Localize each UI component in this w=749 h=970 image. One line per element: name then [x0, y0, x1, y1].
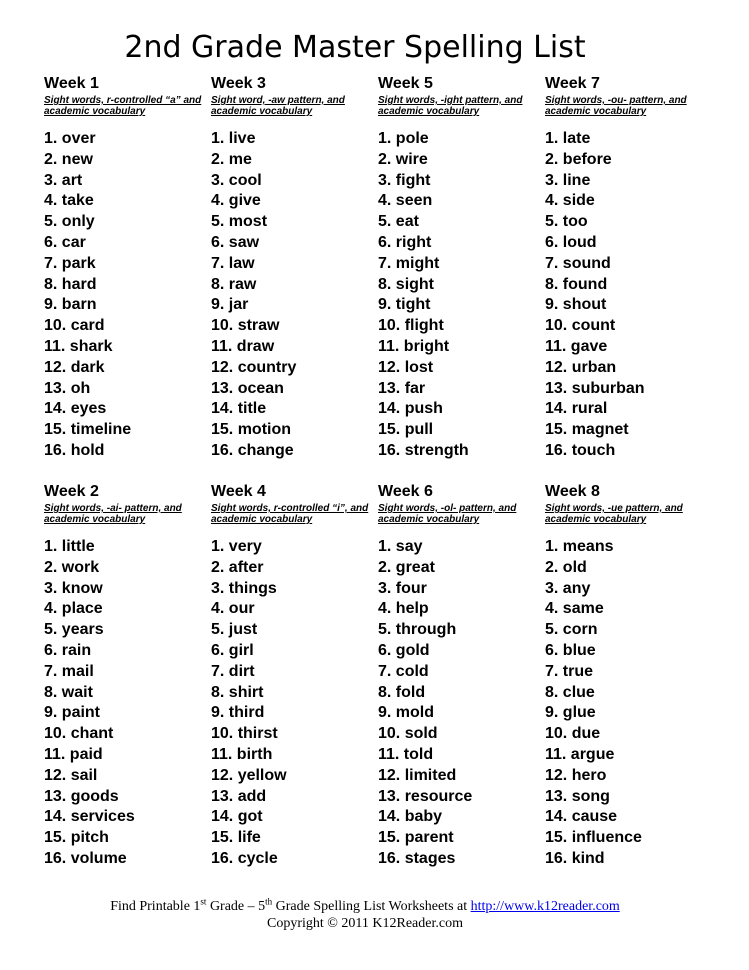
week-block: [545, 74, 705, 462]
word-item: 9. paint: [44, 704, 101, 722]
word-item: 6. loud: [545, 233, 597, 251]
word-item: 15. motion: [211, 421, 292, 439]
week-subtitle: Sight words, -ight pattern, and academic vocabulary: [378, 95, 523, 117]
word-item: 8. shirt: [211, 683, 264, 701]
word-item: 5. most: [211, 213, 268, 231]
word-item: 16. cycle: [211, 849, 278, 867]
word-item: 8. hard: [44, 275, 97, 293]
word-item: 14. baby: [378, 808, 443, 826]
word-list: [378, 537, 538, 870]
word-item: 10. due: [545, 725, 601, 743]
word-item: 4. help: [378, 600, 429, 618]
word-item: 4. side: [545, 192, 595, 210]
word-item: 14. rural: [545, 400, 608, 418]
word-item: 10. card: [44, 317, 105, 335]
footer-sup-st: st: [200, 896, 207, 907]
week-subtitle: Sight words, r-controlled “a” and academic vocabulary: [44, 95, 202, 117]
word-item: 12. limited: [378, 766, 457, 784]
footer-line-1: [0, 898, 730, 915]
word-item: 4. take: [44, 192, 94, 210]
word-item: 4. our: [211, 600, 255, 618]
word-item: 3. know: [44, 579, 103, 597]
week-title: Week 3: [211, 75, 266, 92]
word-item: 10. thirst: [211, 725, 278, 743]
word-item: 9. tight: [378, 296, 431, 314]
word-item: 1. very: [211, 538, 262, 555]
footer-copyright: Copyright © 2011 K12Reader.com: [267, 916, 463, 931]
word-item: 9. glue: [545, 704, 596, 722]
week-block: [378, 74, 538, 462]
word-item: 13. suburban: [545, 379, 645, 397]
week-block: [44, 74, 204, 462]
word-item: 7. sound: [545, 254, 611, 272]
word-item: 3. any: [545, 579, 591, 597]
footer-mid-2: Grade Spelling List Worksheets at: [272, 899, 471, 914]
word-item: 16. touch: [545, 441, 616, 459]
word-item: 1. pole: [378, 130, 429, 147]
word-item: 9. third: [211, 704, 265, 722]
word-item: 16. kind: [545, 849, 605, 867]
word-item: 13. far: [378, 379, 426, 397]
k12reader-link[interactable]: http://www.k12reader.com: [470, 899, 620, 914]
word-item: 10. flight: [378, 317, 444, 335]
word-list: [378, 129, 538, 462]
word-item: 9. shout: [545, 296, 607, 314]
week-title: Week 7: [545, 75, 600, 92]
word-item: 15. life: [211, 829, 261, 847]
word-item: 5. through: [378, 621, 457, 639]
word-item: 6. blue: [545, 641, 596, 659]
word-item: 8. sight: [378, 275, 435, 293]
word-item: 3. four: [378, 579, 427, 597]
word-item: 2. great: [378, 558, 435, 576]
word-item: 16. hold: [44, 441, 105, 459]
word-item: 1. over: [44, 130, 96, 147]
week-block: [44, 482, 204, 870]
week-title: Week 5: [378, 75, 433, 92]
word-item: 4. seen: [378, 192, 433, 210]
word-list: [211, 129, 371, 462]
word-item: 5. eat: [378, 213, 419, 231]
word-item: 12. lost: [378, 358, 434, 376]
word-list: [545, 537, 705, 870]
word-item: 14. services: [44, 808, 135, 826]
word-item: 1. means: [545, 538, 614, 555]
word-item: 4. same: [545, 600, 604, 618]
word-item: 9. barn: [44, 296, 97, 314]
word-list: [44, 537, 204, 870]
word-item: 6. saw: [211, 233, 260, 251]
word-item: 10. chant: [44, 725, 114, 743]
footer-find-prefix: Find Printable 1: [110, 899, 201, 914]
word-item: 4. place: [44, 600, 103, 618]
word-item: 15. timeline: [44, 421, 132, 439]
week-subtitle: Sight words, r-controlled “i”, and academic vocabulary: [211, 503, 369, 525]
week-title: Week 2: [44, 483, 99, 500]
word-item: 11. shark: [44, 337, 113, 355]
word-item: 1. late: [545, 130, 591, 147]
word-item: 12. hero: [545, 766, 607, 784]
word-item: 6. car: [44, 233, 86, 251]
week-block: [378, 482, 538, 870]
word-item: 11. draw: [211, 337, 275, 355]
word-item: 5. too: [545, 213, 588, 231]
word-item: 11. argue: [545, 745, 615, 763]
word-item: 14. got: [211, 808, 263, 826]
week-subtitle: Sight words, -ou- pattern, and academic vocabulary: [545, 95, 687, 117]
week-block: [211, 74, 371, 462]
word-item: 15. pull: [378, 421, 434, 439]
word-item: 6. rain: [44, 641, 92, 659]
word-item: 15. pitch: [44, 829, 109, 847]
word-item: 12. sail: [44, 766, 98, 784]
word-item: 7. dirt: [211, 662, 255, 680]
word-item: 1. little: [44, 538, 95, 555]
week-subtitle: Sight words, -ol- pattern, and academic vocabulary: [378, 503, 517, 525]
footer-sup-th: th: [265, 896, 273, 907]
word-item: 11. gave: [545, 337, 608, 355]
word-item: 11. told: [378, 745, 434, 763]
word-item: 11. paid: [44, 745, 103, 763]
word-item: 16. strength: [378, 441, 469, 459]
word-item: 7. cold: [378, 662, 429, 680]
week-block: [545, 482, 705, 870]
word-item: 16. change: [211, 441, 294, 459]
word-list: [545, 129, 705, 462]
word-item: 8. clue: [545, 683, 595, 701]
word-item: 13. oh: [44, 379, 91, 397]
word-item: 14. cause: [545, 808, 618, 826]
word-item: 10. sold: [378, 725, 438, 743]
week-subtitle: Sight words, -ue pattern, and academic vocabulary: [545, 503, 683, 525]
footer-mid-1: Grade – 5: [206, 899, 266, 914]
word-item: 10. straw: [211, 317, 280, 335]
week-title: Week 8: [545, 483, 600, 500]
word-item: 7. park: [44, 254, 96, 272]
word-item: 8. raw: [211, 275, 257, 293]
word-item: 6. right: [378, 233, 432, 251]
word-item: 5. years: [44, 621, 104, 639]
word-item: 8. wait: [44, 683, 93, 701]
word-item: 13. ocean: [211, 379, 284, 397]
word-item: 1. live: [211, 130, 256, 147]
word-item: 2. wire: [378, 150, 428, 168]
page-title: 2nd Grade Master Spelling List: [124, 30, 586, 65]
word-item: 12. yellow: [211, 766, 287, 784]
word-item: 10. count: [545, 317, 616, 335]
word-item: 2. me: [211, 150, 252, 168]
word-item: 8. fold: [378, 683, 426, 701]
word-item: 15. parent: [378, 829, 454, 847]
word-item: 13. goods: [44, 787, 119, 805]
word-item: 7. might: [378, 254, 440, 272]
word-item: 4. give: [211, 192, 261, 210]
word-item: 6. gold: [378, 641, 430, 659]
week-subtitle: Sight words, -ai- pattern, and academic vocabulary: [44, 503, 182, 525]
word-item: 12. dark: [44, 358, 105, 376]
word-item: 9. jar: [211, 296, 249, 314]
week-title: Week 4: [211, 483, 266, 500]
word-item: 15. magnet: [545, 421, 629, 439]
word-item: 8. found: [545, 275, 608, 293]
word-item: 13. song: [545, 787, 610, 805]
word-item: 15. influence: [545, 829, 642, 847]
word-item: 3. fight: [378, 171, 431, 189]
word-item: 3. art: [44, 171, 83, 189]
word-item: 7. true: [545, 662, 594, 680]
word-item: 11. birth: [211, 745, 273, 763]
word-item: 11. bright: [378, 337, 450, 355]
word-item: 2. after: [211, 558, 264, 576]
word-item: 6. girl: [211, 641, 254, 659]
word-item: 14. eyes: [44, 400, 107, 418]
word-item: 2. new: [44, 150, 93, 168]
word-item: 5. just: [211, 621, 258, 639]
word-item: 3. things: [211, 579, 277, 597]
word-item: 3. line: [545, 171, 591, 189]
word-list: [211, 537, 371, 870]
week-subtitle: Sight word, -aw pattern, and academic vocabulary: [211, 95, 345, 117]
word-item: 13. resource: [378, 787, 473, 805]
word-item: 5. corn: [545, 621, 598, 639]
week-block: [211, 482, 371, 870]
word-list: [44, 129, 204, 462]
word-item: 7. mail: [44, 662, 94, 680]
word-item: 12. urban: [545, 358, 617, 376]
week-title: Week 6: [378, 483, 433, 500]
week-title: Week 1: [44, 75, 99, 92]
word-item: 2. old: [545, 558, 587, 576]
word-item: 16. volume: [44, 849, 127, 867]
word-item: 2. before: [545, 150, 612, 168]
word-item: 14. push: [378, 400, 443, 418]
word-item: 1. say: [378, 538, 423, 555]
word-item: 2. work: [44, 558, 100, 576]
word-item: 5. only: [44, 213, 95, 231]
word-item: 3. cool: [211, 171, 262, 189]
word-item: 13. add: [211, 787, 267, 805]
word-item: 12. country: [211, 358, 297, 376]
word-item: 14. title: [211, 400, 267, 418]
word-item: 16. stages: [378, 849, 456, 867]
word-item: 7. law: [211, 254, 255, 272]
word-item: 9. mold: [378, 704, 435, 722]
